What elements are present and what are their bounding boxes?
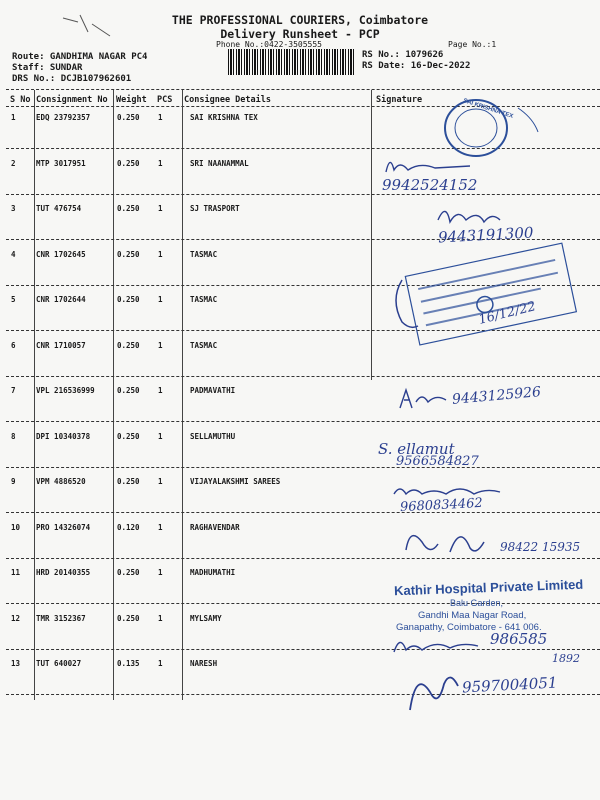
cell-pcs: 1 — [158, 113, 163, 122]
cell-weight: 0.250 — [117, 614, 140, 623]
cell-weight: 0.250 — [117, 432, 140, 441]
cell-pcs: 1 — [158, 159, 163, 168]
hospital-stamp-line3: Ganapathy, Coimbatore - 641 006. — [396, 622, 542, 633]
cell-sno: 3 — [11, 204, 16, 213]
cell-consignee: TASMAC — [190, 250, 218, 259]
cell-consignment: CNR 1702644 — [36, 295, 86, 304]
runsheet-subtitle: Delivery Runsheet - PCP — [220, 27, 380, 41]
col-divider — [371, 90, 372, 380]
cell-weight: 0.120 — [117, 523, 140, 532]
route: Route: GANDHIMA NAGAR PC4 — [12, 52, 148, 62]
cell-sno: 11 — [11, 568, 21, 577]
cell-pcs: 1 — [158, 250, 163, 259]
signature-row12-extra: 1892 — [552, 652, 580, 665]
signature-row8-name: S. ellamut — [378, 440, 455, 458]
cell-sno: 2 — [11, 159, 16, 168]
cell-weight: 0.250 — [117, 341, 140, 350]
signature-row7 — [396, 386, 456, 412]
cell-weight: 0.250 — [117, 113, 140, 122]
cell-consignment: VPM 4886520 — [36, 477, 86, 486]
signature-row8-phone: 9566584827 — [396, 454, 479, 469]
signature-row2-phone: 9942524152 — [382, 176, 478, 194]
col-signature: Signature — [376, 95, 423, 105]
cell-sno: 8 — [11, 432, 16, 441]
cell-consignee: PADMAVATHI — [190, 386, 236, 395]
cell-consignment: EDQ 23792357 — [36, 113, 91, 122]
cell-weight: 0.250 — [117, 477, 140, 486]
cell-pcs: 1 — [158, 614, 163, 623]
table-top-rule — [6, 89, 600, 90]
cell-sno: 6 — [11, 341, 16, 350]
cell-pcs: 1 — [158, 204, 163, 213]
cell-consignment: CNR 1710057 — [36, 341, 86, 350]
cell-consignment: DPI 10340378 — [36, 432, 91, 441]
cell-weight: 0.135 — [117, 659, 140, 668]
cell-weight: 0.250 — [117, 250, 140, 259]
cell-consignment: TMR 3152367 — [36, 614, 86, 623]
cell-sno: 10 — [11, 523, 21, 532]
row-separator — [6, 649, 600, 650]
cell-weight: 0.250 — [117, 295, 140, 304]
cell-pcs: 1 — [158, 295, 163, 304]
cell-sno: 7 — [11, 386, 16, 395]
col-divider — [34, 90, 35, 700]
cell-consignee: SELLAMUTHU — [190, 432, 236, 441]
row-separator — [6, 603, 600, 604]
cell-consignment: HRD 20140355 — [36, 568, 91, 577]
col-weight: Weight — [116, 95, 147, 105]
hospital-stamp-name: Kathir Hospital Private Limited — [393, 576, 584, 599]
cell-consignment: VPL 216536999 — [36, 386, 95, 395]
page-number: Page No.:1 — [448, 40, 497, 49]
rs-date: RS Date: 16-Dec-2022 — [362, 61, 471, 71]
cell-sno: 1 — [11, 113, 16, 122]
cell-consignee: SRI NAANAMMAL — [190, 159, 249, 168]
signature-row12-phone: 986585 — [490, 630, 548, 648]
drs-number: DRS No.: DCJB107962601 — [12, 74, 132, 84]
cell-consignee: MADHUMATHI — [190, 568, 236, 577]
cell-consignee: NARESH — [190, 659, 218, 668]
cell-consignment: TUT 476754 — [36, 204, 82, 213]
cell-consignment: PRO 14326074 — [36, 523, 91, 532]
col-consignee: Consignee Details — [184, 95, 271, 105]
corner-scribble — [58, 10, 118, 40]
cell-consignment: MTP 3017951 — [36, 159, 86, 168]
signature-row10 — [400, 522, 500, 562]
cell-pcs: 1 — [158, 341, 163, 350]
cell-pcs: 1 — [158, 477, 163, 486]
cell-sno: 9 — [11, 477, 16, 486]
signature-row9-phone: 9680834462 — [399, 495, 484, 516]
rs-number: RS No.: 1079626 — [362, 50, 444, 60]
col-divider — [113, 90, 114, 700]
cell-pcs: 1 — [158, 659, 163, 668]
col-sno: S No — [10, 95, 31, 105]
cell-consignee: VIJAYALAKSHMI SAREES — [190, 477, 281, 486]
row-separator — [6, 421, 600, 422]
cell-consignment: TUT 640027 — [36, 659, 82, 668]
phone-number: Phone No.:0422-3505555 — [216, 40, 322, 49]
cell-pcs: 1 — [158, 432, 163, 441]
cell-weight: 0.250 — [117, 386, 140, 395]
hospital-stamp-line2: Gandhi Maa Nagar Road, — [418, 610, 527, 621]
signature-row3-phone: 9443191300 — [437, 223, 534, 247]
staff: Staff: SUNDAR — [12, 63, 83, 73]
signature-row10-phone: 98422 15935 — [500, 540, 581, 554]
col-pcs: PCS — [157, 95, 173, 105]
cell-consignee: TASMAC — [190, 341, 218, 350]
signature-row13 — [400, 664, 470, 716]
signature-row13-phone: 9597004051 — [461, 673, 558, 697]
cell-sno: 13 — [11, 659, 21, 668]
cell-pcs: 1 — [158, 523, 163, 532]
signature-row2 — [380, 152, 480, 178]
cell-consignee: SAI KRISHNA TEX — [190, 113, 258, 122]
cell-consignee: MYLSAMY — [190, 614, 222, 623]
cell-pcs: 1 — [158, 386, 163, 395]
signature-row12 — [388, 632, 488, 658]
tasmac-date: 16/12/22 — [477, 299, 538, 328]
cell-weight: 0.250 — [117, 159, 140, 168]
cell-sno: 12 — [11, 614, 21, 623]
row-separator — [6, 512, 600, 513]
col-divider — [182, 90, 183, 700]
cell-sno: 5 — [11, 295, 16, 304]
cell-weight: 0.250 — [117, 204, 140, 213]
cell-consignee: RAGHAVENDAR — [190, 523, 240, 532]
row-separator — [6, 558, 600, 559]
col-consignment: Consignment No — [36, 95, 108, 105]
signature-row7-phone: 9443125926 — [451, 384, 542, 408]
cell-consignee: SJ TRASPORT — [190, 204, 240, 213]
row-separator — [6, 194, 600, 195]
cell-sno: 4 — [11, 250, 16, 259]
barcode — [228, 49, 356, 75]
cell-consignment: CNR 1702645 — [36, 250, 86, 259]
row-separator — [6, 376, 600, 377]
company-title: THE PROFESSIONAL COURIERS, Coimbatore — [171, 13, 429, 27]
tasmac-stamp — [392, 240, 582, 360]
sai-krishna-stamp-text: SAI KRISHNA TEX — [462, 98, 514, 120]
cell-pcs: 1 — [158, 568, 163, 577]
hospital-stamp-line1: Balu Garden, — [450, 598, 504, 608]
row-separator — [6, 467, 600, 468]
cell-weight: 0.250 — [117, 568, 140, 577]
row-separator — [6, 694, 600, 695]
cell-consignee: TASMAC — [190, 295, 218, 304]
